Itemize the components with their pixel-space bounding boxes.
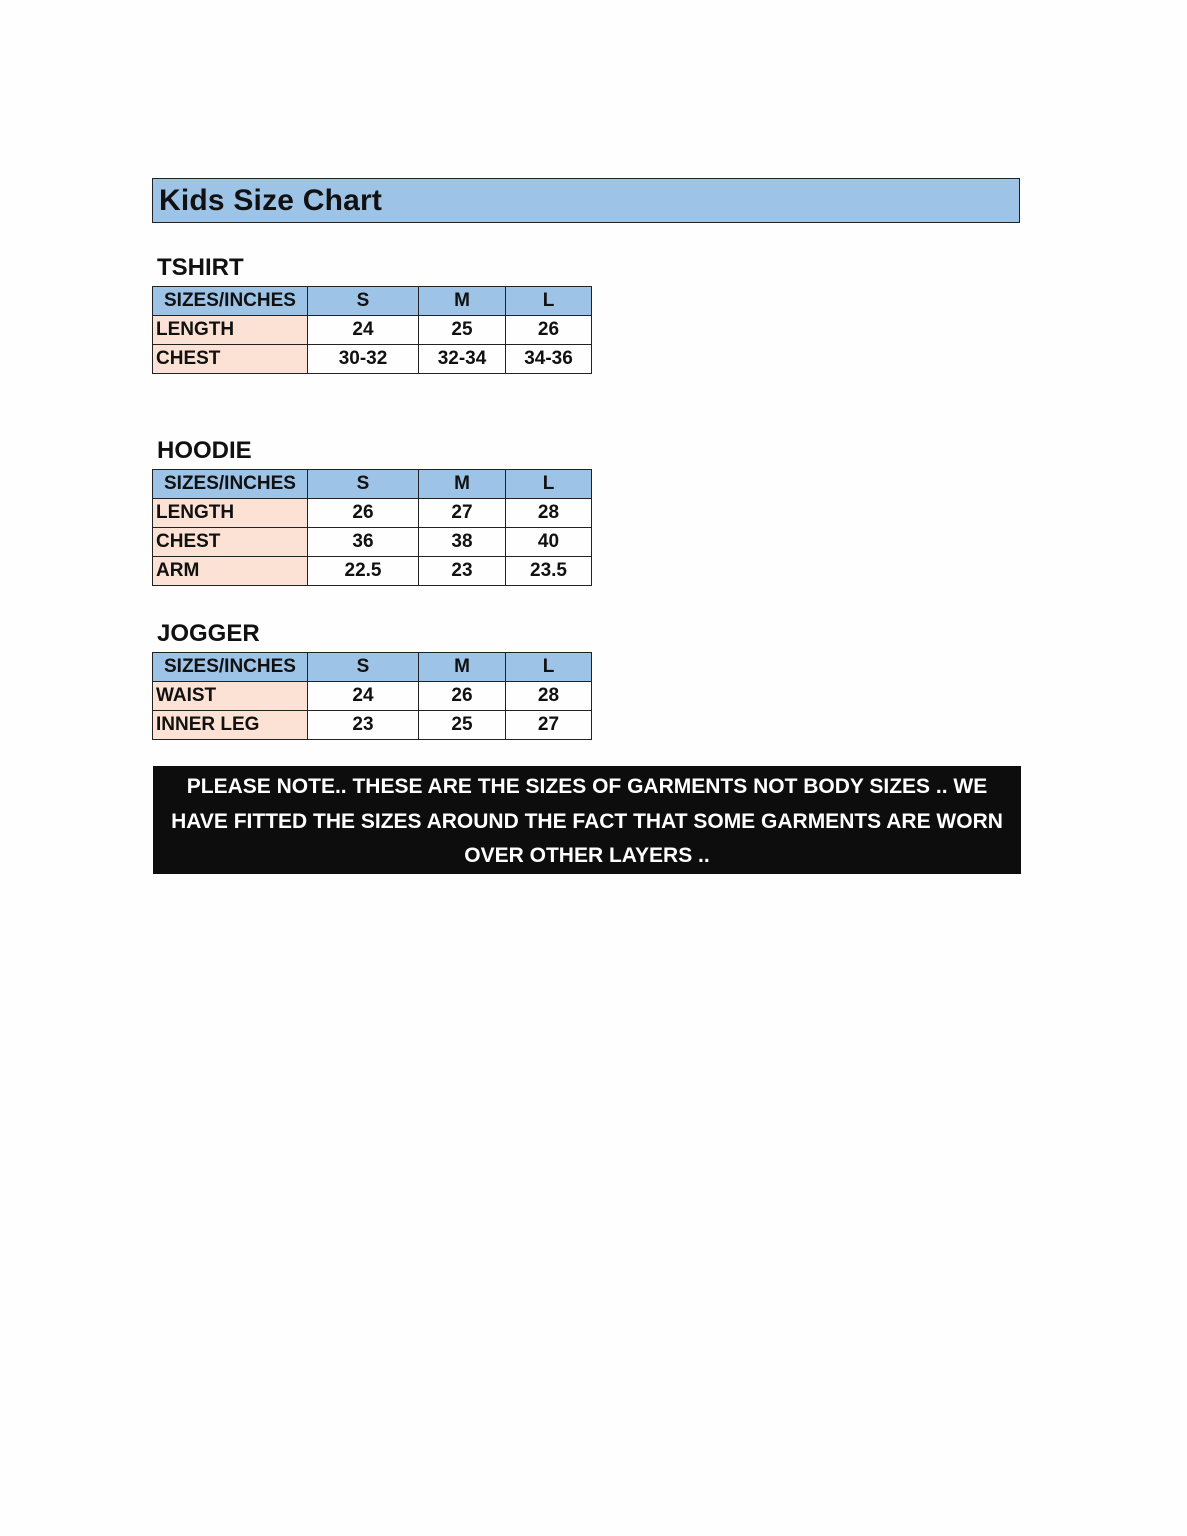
header-cell: L [506,470,592,499]
table-cell: 24 [308,316,419,345]
header-cell: S [308,287,419,316]
row-label: CHEST [153,345,308,374]
table-cell: 27 [419,499,506,528]
header-cell: SIZES/INCHES [153,287,308,316]
table-header-row [153,287,592,316]
table-cell: 25 [419,711,506,740]
row-label: CHEST [153,528,308,557]
table-header-row [153,470,592,499]
table-cell: 38 [419,528,506,557]
table-cell: 23.5 [506,557,592,586]
header-cell: S [308,653,419,682]
hoodie-section-title: HOODIE [157,437,252,464]
header-cell: L [506,653,592,682]
table-cell: 23 [419,557,506,586]
row-label: LENGTH [153,316,308,345]
row-label: WAIST [153,682,308,711]
header-cell: SIZES/INCHES [153,653,308,682]
header-cell: M [419,653,506,682]
hoodie-size-table [152,469,592,586]
table-cell: 40 [506,528,592,557]
table-cell: 28 [506,682,592,711]
header-cell: M [419,470,506,499]
table-cell: 26 [419,682,506,711]
row-label: ARM [153,557,308,586]
table-row [153,682,592,711]
page-title: Kids Size Chart [152,178,1020,223]
table-cell: 26 [506,316,592,345]
tshirt-section-title: TSHIRT [157,254,244,281]
garment-size-note: PLEASE NOTE.. THESE ARE THE SIZES OF GARMENTS NOT BODY SIZES .. WE HAVE FITTED THE SIZES AROUND THE FACT THAT SOME GARMENTS ARE WORN OVER OTHER LAYERS .. [153,766,1021,874]
row-label: INNER LEG [153,711,308,740]
header-cell: S [308,470,419,499]
table-row [153,316,592,345]
table-cell: 23 [308,711,419,740]
table-cell: 27 [506,711,592,740]
row-label: LENGTH [153,499,308,528]
jogger-size-table [152,652,592,740]
table-header-row [153,653,592,682]
table-row [153,528,592,557]
table-row [153,557,592,586]
table-cell: 22.5 [308,557,419,586]
tshirt-size-table [152,286,592,374]
header-cell: SIZES/INCHES [153,470,308,499]
jogger-section-title: JOGGER [157,620,260,647]
table-cell: 26 [308,499,419,528]
header-cell: L [506,287,592,316]
table-row [153,711,592,740]
table-cell: 30-32 [308,345,419,374]
table-cell: 28 [506,499,592,528]
table-row [153,345,592,374]
table-cell: 36 [308,528,419,557]
table-cell: 32-34 [419,345,506,374]
table-cell: 25 [419,316,506,345]
table-cell: 24 [308,682,419,711]
table-row [153,499,592,528]
table-cell: 34-36 [506,345,592,374]
header-cell: M [419,287,506,316]
